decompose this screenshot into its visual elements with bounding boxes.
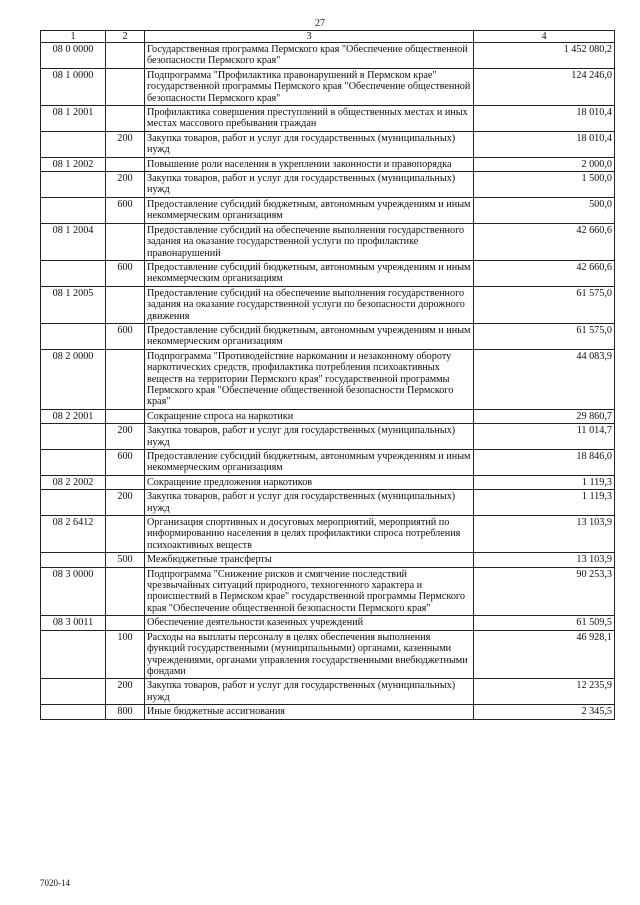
expense-description: Иные бюджетные ассигнования xyxy=(145,705,474,719)
expense-description: Закупка товаров, работ и услуг для государственных (муниципальных) нужд xyxy=(145,490,474,516)
amount-value: 1 452 080,2 xyxy=(474,43,615,69)
budget-table xyxy=(40,30,615,720)
amount-value: 1 500,0 xyxy=(474,172,615,198)
expense-description: Государственная программа Пермского края "Обеспечение общественной безопасности Пермского края" xyxy=(145,43,474,69)
table-row xyxy=(41,679,615,705)
table-row xyxy=(41,157,615,171)
amount-value: 124 246,0 xyxy=(474,68,615,105)
target-article-code xyxy=(41,131,106,157)
table-row xyxy=(41,567,615,616)
amount-value: 2 345,5 xyxy=(474,705,615,719)
expense-description: Предоставление субсидий бюджетным, автономным учреждениям и иным некоммерческим организациям xyxy=(145,260,474,286)
expense-description: Профилактика совершения преступлений в общественных местах и иных местах массового пребывания граждан xyxy=(145,106,474,132)
expense-type-code: 800 xyxy=(106,705,145,719)
target-article-code xyxy=(41,490,106,516)
expense-type-code: 200 xyxy=(106,131,145,157)
amount-value: 61 509,5 xyxy=(474,616,615,630)
expense-type-code xyxy=(106,106,145,132)
expense-description: Предоставление субсидий бюджетным, автономным учреждениям и иным некоммерческим организациям xyxy=(145,323,474,349)
table-row xyxy=(41,424,615,450)
table-row xyxy=(41,349,615,409)
expense-description: Подпрограмма "Снижение рисков и смягчение последствий чрезвычайных ситуаций природного, техногенного характера и происшествий в Пермском крае" государственной программы Пермского края "Обеспечение общественной безопасности Пермского края" xyxy=(145,567,474,616)
expense-type-code: 600 xyxy=(106,260,145,286)
table-row xyxy=(41,43,615,69)
expense-type-code xyxy=(106,286,145,323)
target-article-code: 08 1 2005 xyxy=(41,286,106,323)
amount-value: 13 103,9 xyxy=(474,553,615,567)
table-row xyxy=(41,223,615,260)
target-article-code: 08 3 0011 xyxy=(41,616,106,630)
table-row xyxy=(41,553,615,567)
table-row xyxy=(41,106,615,132)
amount-value: 44 083,9 xyxy=(474,349,615,409)
expense-description: Закупка товаров, работ и услуг для государственных (муниципальных) нужд xyxy=(145,424,474,450)
expense-type-code xyxy=(106,516,145,553)
amount-value: 42 660,6 xyxy=(474,223,615,260)
amount-value: 18 010,4 xyxy=(474,131,615,157)
target-article-code: 08 1 2001 xyxy=(41,106,106,132)
expense-type-code xyxy=(106,43,145,69)
expense-description: Сокращение спроса на наркотики xyxy=(145,409,474,423)
target-article-code: 08 1 2002 xyxy=(41,157,106,171)
target-article-code xyxy=(41,450,106,476)
target-article-code xyxy=(41,630,106,679)
table-body xyxy=(41,43,615,720)
expense-type-code: 200 xyxy=(106,490,145,516)
table-row xyxy=(41,197,615,223)
amount-value: 12 235,9 xyxy=(474,679,615,705)
expense-description: Предоставление субсидий бюджетным, автономным учреждениям и иным некоммерческим организациям xyxy=(145,197,474,223)
target-article-code xyxy=(41,323,106,349)
target-article-code: 08 1 2004 xyxy=(41,223,106,260)
column-header: 1 xyxy=(41,31,106,43)
target-article-code: 08 2 2002 xyxy=(41,475,106,489)
table-row xyxy=(41,323,615,349)
amount-value: 46 928,1 xyxy=(474,630,615,679)
target-article-code: 08 1 0000 xyxy=(41,68,106,105)
table-row xyxy=(41,490,615,516)
expense-type-code xyxy=(106,567,145,616)
table-row xyxy=(41,286,615,323)
document-code: 7020-14 xyxy=(40,878,70,888)
expense-type-code: 200 xyxy=(106,424,145,450)
expense-type-code xyxy=(106,223,145,260)
amount-value: 1 119,3 xyxy=(474,490,615,516)
table-row xyxy=(41,172,615,198)
expense-type-code: 200 xyxy=(106,172,145,198)
expense-type-code xyxy=(106,475,145,489)
target-article-code: 08 2 6412 xyxy=(41,516,106,553)
expense-type-code xyxy=(106,157,145,171)
target-article-code xyxy=(41,424,106,450)
target-article-code: 08 2 2001 xyxy=(41,409,106,423)
table-row xyxy=(41,475,615,489)
expense-type-code: 600 xyxy=(106,197,145,223)
expense-description: Расходы на выплаты персоналу в целях обеспечения выполнения функций государственными (муниципальными) органами, казенными учреждениями, органами управления государственными внебюджетными фондами xyxy=(145,630,474,679)
table-row xyxy=(41,450,615,476)
column-header: 4 xyxy=(474,31,615,43)
expense-type-code xyxy=(106,616,145,630)
expense-type-code xyxy=(106,349,145,409)
expense-type-code xyxy=(106,68,145,105)
expense-description: Подпрограмма "Профилактика правонарушений в Пермском крае" государственной программы Пермского края "Обеспечение общественной безопасности Пермского края" xyxy=(145,68,474,105)
target-article-code xyxy=(41,260,106,286)
target-article-code: 08 0 0000 xyxy=(41,43,106,69)
expense-type-code: 100 xyxy=(106,630,145,679)
expense-type-code: 600 xyxy=(106,323,145,349)
table-row xyxy=(41,705,615,719)
amount-value: 2 000,0 xyxy=(474,157,615,171)
expense-description: Предоставление субсидий бюджетным, автономным учреждениям и иным некоммерческим организациям xyxy=(145,450,474,476)
amount-value: 29 860,7 xyxy=(474,409,615,423)
expense-type-code: 600 xyxy=(106,450,145,476)
table-header-row xyxy=(41,31,615,43)
table-row xyxy=(41,516,615,553)
expense-description: Межбюджетные трансферты xyxy=(145,553,474,567)
expense-type-code xyxy=(106,409,145,423)
expense-description: Закупка товаров, работ и услуг для государственных (муниципальных) нужд xyxy=(145,172,474,198)
target-article-code xyxy=(41,705,106,719)
target-article-code xyxy=(41,172,106,198)
expense-description: Обеспечение деятельности казенных учреждений xyxy=(145,616,474,630)
target-article-code xyxy=(41,679,106,705)
amount-value: 1 119,3 xyxy=(474,475,615,489)
expense-description: Организация спортивных и досуговых мероприятий, мероприятий по информированию населения в целях профилактики спроса потребления психоактивных веществ xyxy=(145,516,474,553)
table-row xyxy=(41,630,615,679)
expense-description: Сокращение предложения наркотиков xyxy=(145,475,474,489)
page-number: 27 xyxy=(315,18,325,29)
table-row xyxy=(41,131,615,157)
amount-value: 61 575,0 xyxy=(474,286,615,323)
target-article-code: 08 2 0000 xyxy=(41,349,106,409)
table-row xyxy=(41,260,615,286)
expense-description: Подпрограмма "Противодействие наркомании и незаконному обороту наркотических средств, профилактика потребления психоактивных веществ на территории Пермского края" государственной программы Пермского края "Обеспечение общественной безопасности Пермского края" xyxy=(145,349,474,409)
expense-description: Предоставление субсидий на обеспечение выполнения государственного задания на оказание государственной услуги по профилактике правонарушений xyxy=(145,223,474,260)
amount-value: 18 846,0 xyxy=(474,450,615,476)
expense-description: Повышение роли населения в укреплении законности и правопорядка xyxy=(145,157,474,171)
expense-type-code: 200 xyxy=(106,679,145,705)
amount-value: 42 660,6 xyxy=(474,260,615,286)
amount-value: 61 575,0 xyxy=(474,323,615,349)
table-row xyxy=(41,409,615,423)
target-article-code xyxy=(41,197,106,223)
expense-type-code: 500 xyxy=(106,553,145,567)
table-row xyxy=(41,616,615,630)
column-header: 2 xyxy=(106,31,145,43)
target-article-code xyxy=(41,553,106,567)
amount-value: 11 014,7 xyxy=(474,424,615,450)
amount-value: 18 010,4 xyxy=(474,106,615,132)
amount-value: 13 103,9 xyxy=(474,516,615,553)
column-header: 3 xyxy=(145,31,474,43)
expense-description: Закупка товаров, работ и услуг для государственных (муниципальных) нужд xyxy=(145,131,474,157)
target-article-code: 08 3 0000 xyxy=(41,567,106,616)
amount-value: 500,0 xyxy=(474,197,615,223)
expense-description: Закупка товаров, работ и услуг для государственных (муниципальных) нужд xyxy=(145,679,474,705)
amount-value: 90 253,3 xyxy=(474,567,615,616)
expense-description: Предоставление субсидий на обеспечение выполнения государственного задания на оказание государственной услуги по безопасности дорожного движения xyxy=(145,286,474,323)
table-row xyxy=(41,68,615,105)
